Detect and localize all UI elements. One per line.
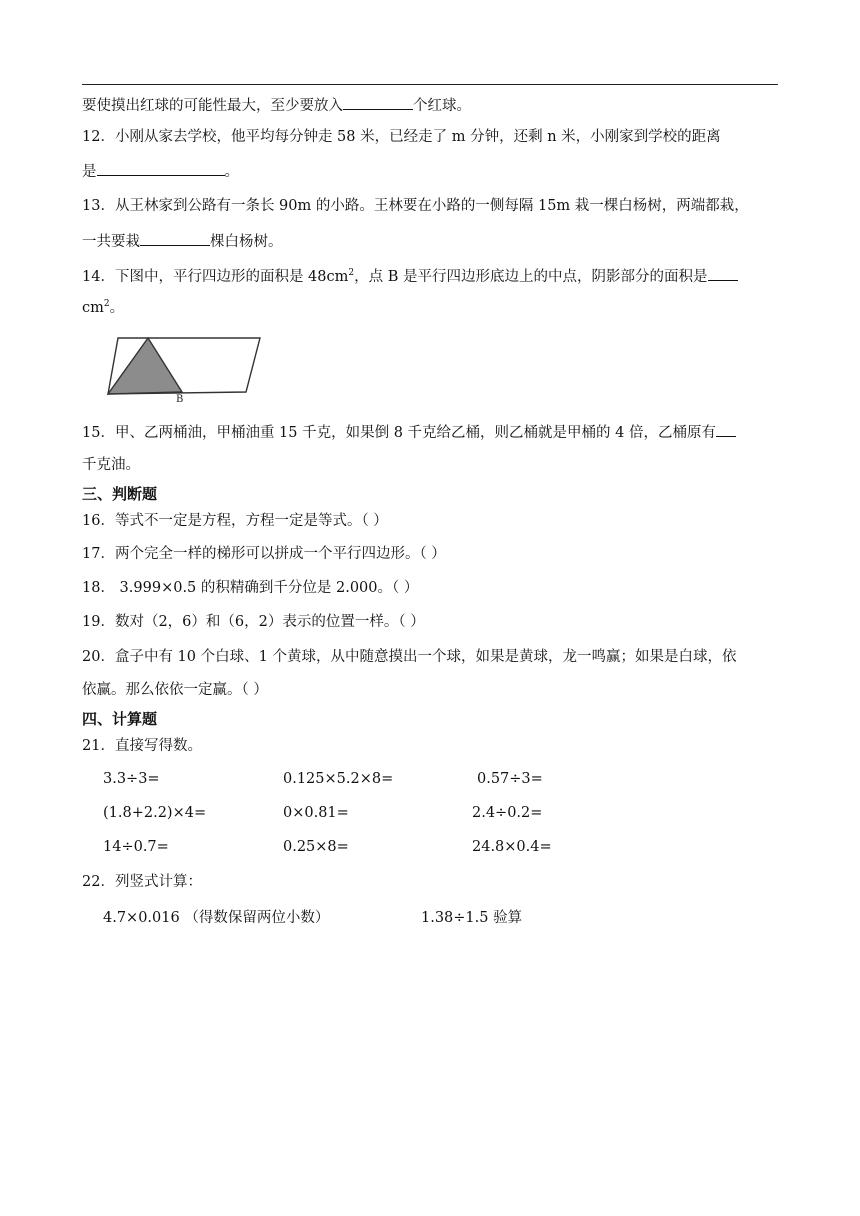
answer-blank[interactable] [140, 230, 210, 246]
question-19: 19．数对（2，6）和（6，2）表示的位置一样。（ ） [82, 614, 425, 630]
question-20-line1: 20．盒子中有 10 个白球、1 个黄球，从中随意摸出一个球，如果是黄球，龙一鸣赢；如果是白球，依 [82, 649, 737, 665]
question-12-line1: 12．小刚从家去学校，他平均每分钟走 58 米，已经走了 m 分钟，还剩 n 米，小刚家到学校的距离 [82, 129, 721, 145]
question-text: 要使摸出红球的可能性最大，至少要放入 [82, 98, 343, 114]
point-b-label: B [176, 394, 184, 404]
calc-item: 0×0.81= [283, 805, 349, 821]
question-14-line1 [82, 265, 738, 287]
answer-blank[interactable] [343, 94, 413, 110]
superscript: 2 [348, 268, 355, 278]
question-text: ，点 B 是平行四边形底边上的中点，阴影部分的面积是 [354, 269, 708, 285]
question-13-line1: 13．从王林家到公路有一条长 90m 的小路。王林要在小路的一侧每隔 15m 栽一棵白杨树，两端都栽， [82, 198, 749, 214]
unit-text: cm [82, 300, 104, 316]
question-text: 是 [82, 164, 97, 180]
calc-item: 14÷0.7= [103, 839, 169, 855]
question-text: 14．下图中，平行四边形的面积是 48cm [82, 269, 349, 285]
question-12-line2 [82, 160, 239, 182]
calc-item: 24.8×0.4= [472, 839, 552, 855]
calc-item: (1.8+2.2)×4= [103, 805, 207, 821]
vertical-calc-item: 1.38÷1.5 验算 [421, 910, 523, 926]
question-15-line2: 千克油。 [82, 457, 140, 473]
section-heading-judgement: 三、判断题 [82, 485, 158, 503]
question-text: 个红球。 [413, 98, 471, 114]
answer-blank[interactable] [716, 421, 736, 437]
question-17: 17．两个完全一样的梯形可以拼成一个平行四边形。（ ） [82, 546, 446, 562]
question-15-line1 [82, 421, 736, 443]
parallelogram-figure [104, 334, 268, 404]
question-16: 16．等式不一定是方程，方程一定是等式。（ ） [82, 513, 388, 529]
section-heading-calculation: 四、计算题 [82, 710, 158, 728]
question-13-line2 [82, 230, 283, 252]
question-14-line2 [82, 298, 124, 318]
vertical-calc-item: 4.7×0.016 （得数保留两位小数） [103, 910, 330, 926]
question-text: 棵白杨树。 [210, 234, 283, 250]
calc-item: 2.4÷0.2= [472, 805, 543, 821]
answer-blank[interactable] [708, 265, 738, 281]
question-20-line2: 依赢。那么依依一定赢。（ ） [82, 682, 268, 698]
calc-item: 3.3÷3= [103, 771, 160, 787]
superscript: 2 [103, 299, 110, 309]
answer-blank[interactable] [97, 160, 225, 176]
calc-item: 0.57÷3= [477, 771, 543, 787]
question-22-title: 22．列竖式计算： [82, 874, 202, 890]
question-11-tail [82, 94, 471, 116]
question-18: 18． 3.999×0.5 的积精确到千分位是 2.000。（ ） [82, 580, 419, 596]
question-text: 。 [109, 300, 125, 316]
question-text: 。 [224, 164, 239, 180]
question-text: 15．甲、乙两桶油，甲桶油重 15 千克，如果倒 8 千克给乙桶，则乙桶就是甲桶的 4 倍，乙桶原有 [82, 425, 717, 441]
calc-item: 0.125×5.2×8= [283, 771, 394, 787]
header-rule [82, 84, 778, 85]
calc-item: 0.25×8= [283, 839, 349, 855]
question-text: 一共要栽 [82, 234, 140, 250]
question-21-title: 21．直接写得数。 [82, 738, 202, 754]
